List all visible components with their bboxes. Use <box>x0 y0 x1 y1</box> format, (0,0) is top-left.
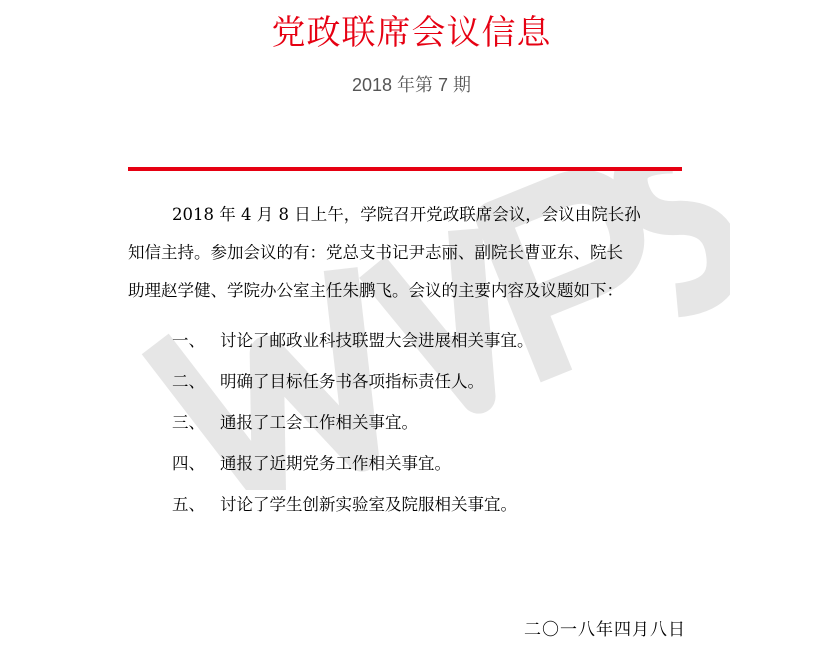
paragraph-line: 2018 年 4 月 8 日上午，学院召开党政联席会议，会议由院长孙 <box>172 205 641 224</box>
paragraph-line: 知信主持。参加会议的有：党总支书记尹志丽、副院长曹亚东、院长 <box>128 243 623 262</box>
agenda-item <box>172 484 534 525</box>
agenda-item-number: 三、 <box>172 413 205 432</box>
agenda-item-number: 五、 <box>172 495 205 514</box>
paragraph-line: 助理赵学健、学院办公室主任朱鹏飞。会议的主要内容及议题如下： <box>128 281 623 300</box>
agenda-item-text: 明确了目标任务书各项指标责任人。 <box>220 372 484 391</box>
agenda-item <box>172 402 534 443</box>
agenda-item <box>172 361 534 402</box>
red-divider-rule <box>128 167 682 171</box>
agenda-item <box>172 320 534 361</box>
agenda-item-text: 讨论了学生创新实验室及院服相关事宜。 <box>220 495 517 514</box>
agenda-item <box>172 443 534 484</box>
agenda-item-text: 通报了工会工作相关事宜。 <box>220 413 418 432</box>
agenda-item-number: 一、 <box>172 331 205 350</box>
issue-number: 2018 年第 7 期 <box>351 75 472 95</box>
agenda-item-number: 二、 <box>172 372 205 391</box>
agenda-list <box>172 320 534 525</box>
document-date: 二〇一八年四月八日 <box>524 620 686 640</box>
meeting-summary-paragraph <box>128 196 687 310</box>
document-title: 党政联席会议信息 <box>271 13 552 53</box>
agenda-item-text: 通报了近期党务工作相关事宜。 <box>220 454 451 473</box>
agenda-item-number: 四、 <box>172 454 205 473</box>
agenda-item-text: 讨论了邮政业科技联盟大会进展相关事宜。 <box>220 331 534 350</box>
